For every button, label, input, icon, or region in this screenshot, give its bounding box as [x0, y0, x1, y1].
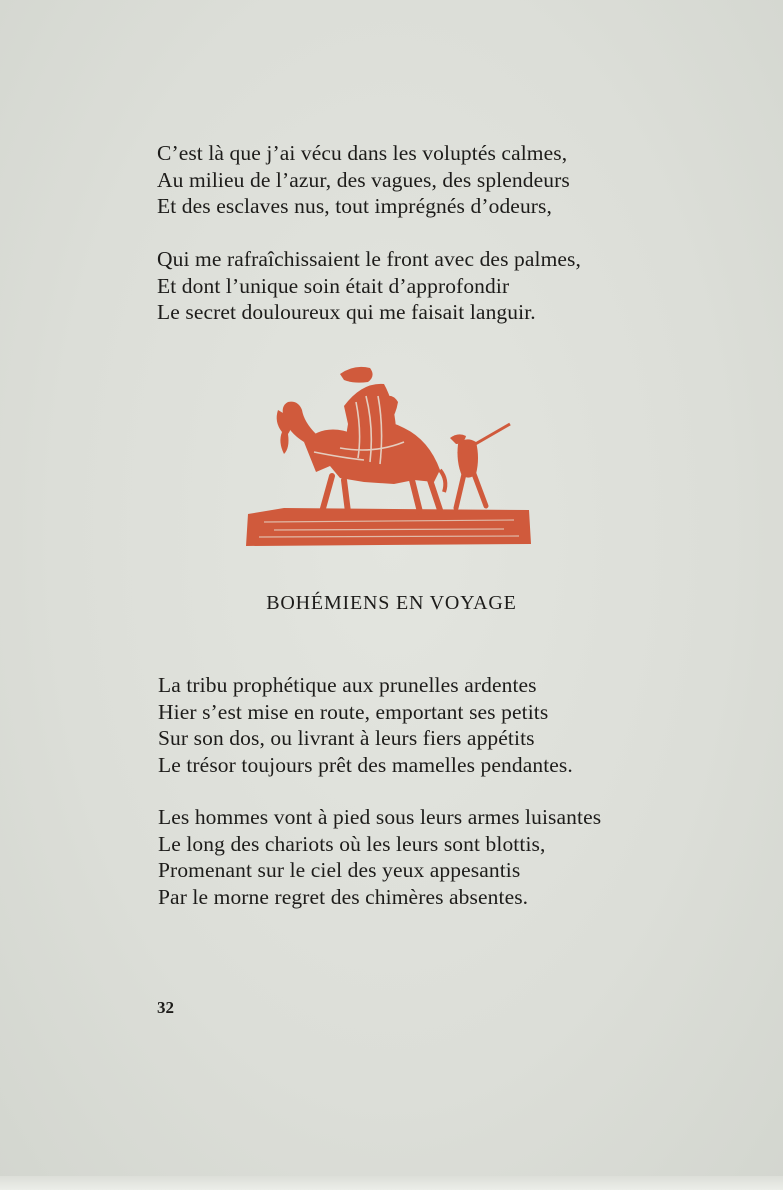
verse-line: Le trésor toujours prêt des mamelles pendantes. — [158, 752, 573, 777]
verse-line: Et des esclaves nus, tout imprégnés d’odeurs, — [157, 194, 552, 218]
verse-line: Et dont l’unique soin était d’approfondir — [157, 273, 510, 298]
verse-line: Sur son dos, ou livrant à leurs fiers appétits — [158, 726, 535, 750]
stanza-4 — [158, 804, 601, 910]
verse-line: Hier s’est mise en route, emportant ses petits — [158, 699, 549, 724]
verse-line: Qui me rafraîchissaient le front avec des palmes, — [157, 247, 581, 271]
verse-line: Au milieu de l’azur, des vagues, des splendeurs — [157, 167, 570, 192]
page-number: 32 — [157, 998, 174, 1017]
verse-line: Le long des chariots où les leurs sont blottis, — [158, 831, 546, 856]
page-edge — [0, 1176, 783, 1190]
woodcut-rider-on-camel-icon — [244, 362, 534, 550]
stanza-1 — [157, 140, 570, 220]
verse-line: Par le morne regret des chimères absentes. — [158, 884, 529, 909]
verse-line: Les hommes vont à pied sous leurs armes luisantes — [158, 805, 602, 829]
verse-line: Le secret douloureux qui me faisait languir. — [157, 300, 536, 324]
verse-line: La tribu prophétique aux prunelles ardentes — [158, 673, 537, 697]
verse-line: C’est là que j’ai vécu dans les voluptés calmes, — [157, 141, 568, 165]
stanza-2 — [157, 246, 581, 326]
verse-line: Promenant sur le ciel des yeux appesantis — [158, 858, 521, 882]
poem-title: BOHÉMIENS EN VOYAGE — [266, 592, 517, 614]
stanza-3 — [158, 672, 573, 778]
